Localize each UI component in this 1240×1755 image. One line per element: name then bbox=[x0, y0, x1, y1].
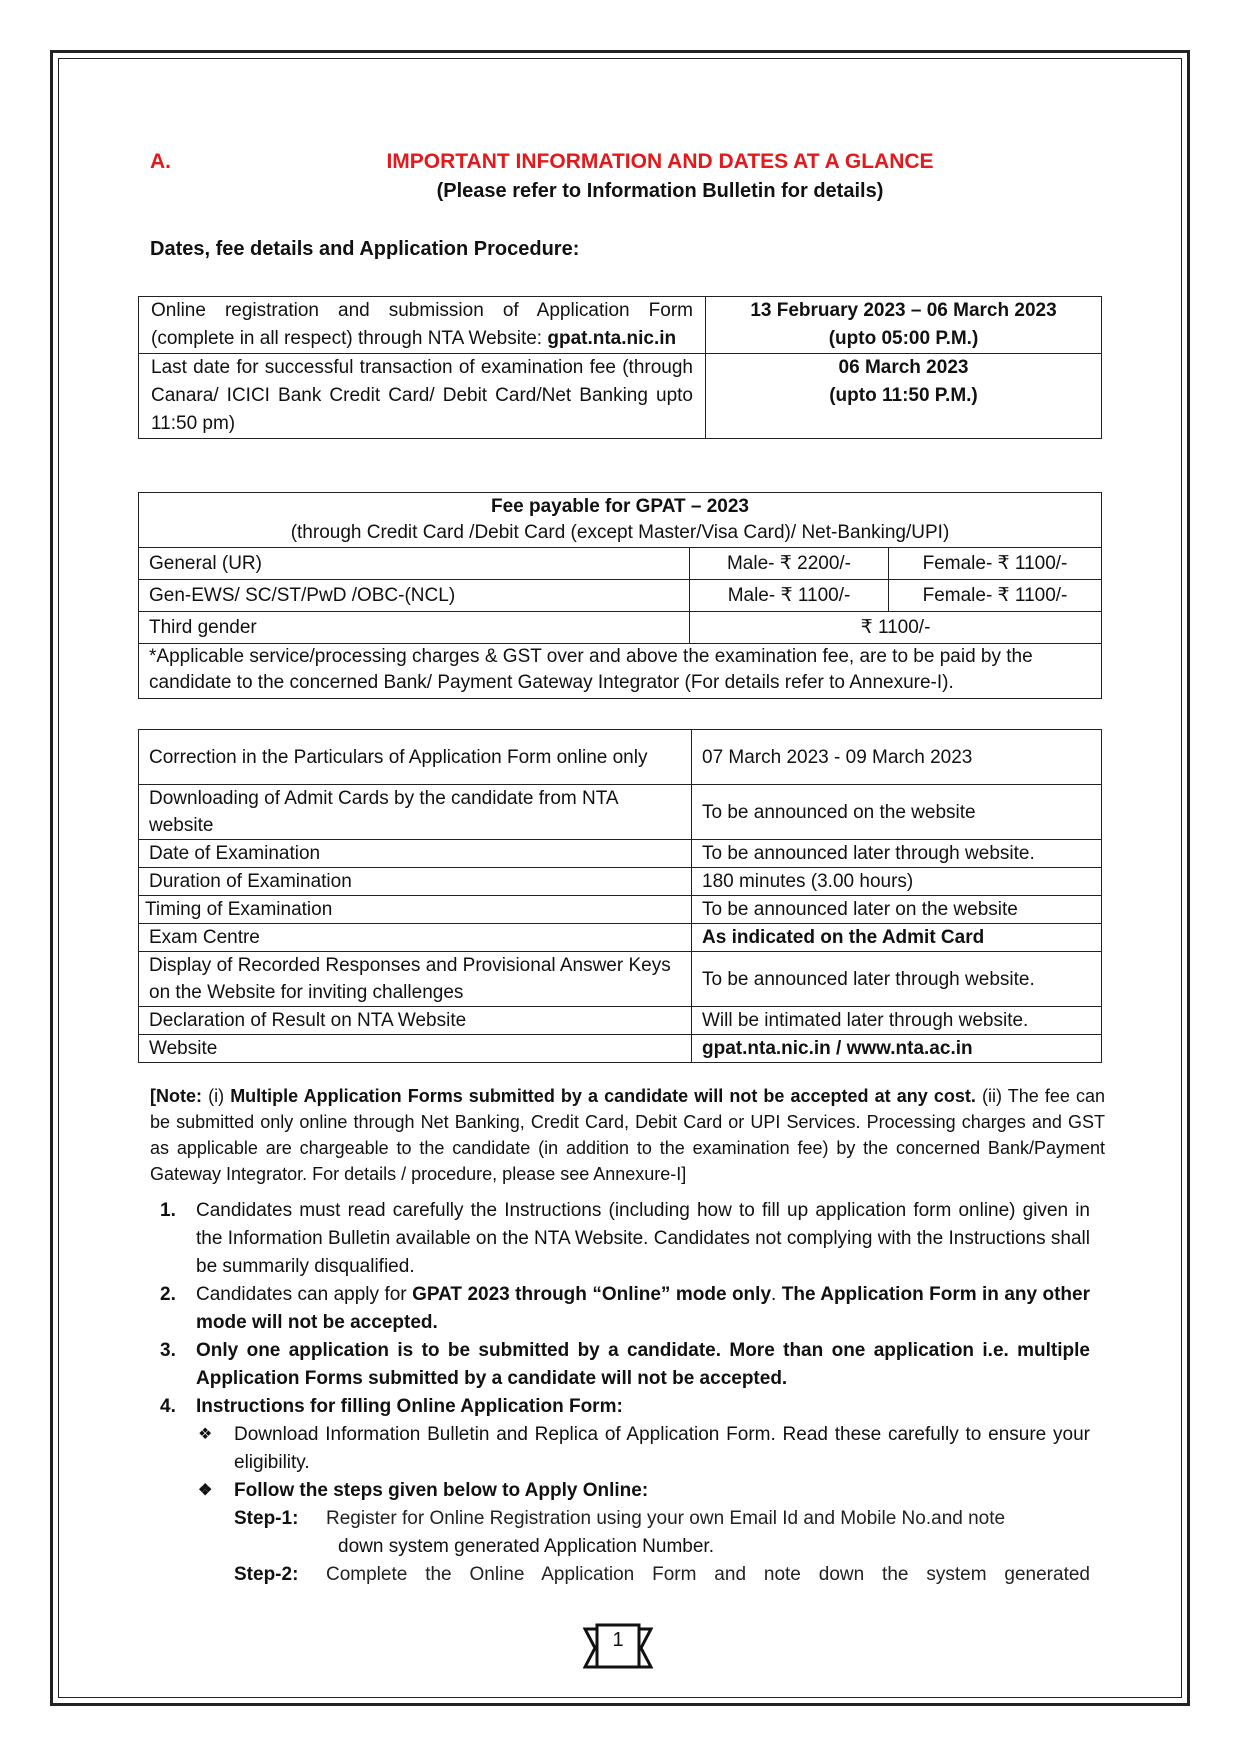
step-item: Step-1: Register for Online Registration using your own Email Id and Mobile No.and note down system generated Application Number. bbox=[234, 1508, 1006, 1557]
table-row bbox=[139, 868, 1102, 896]
fee-male: Male- ₹ 1100/- bbox=[690, 580, 889, 612]
fee-footnote: *Applicable service/processing charges & GST over and above the examination fee, are to be paid by the candidate to the concerned Bank/ Payment Gateway Integrator (For details refer to Annexure-I). bbox=[139, 644, 1102, 699]
schedule-item: Display of Recorded Responses and Provisional Answer Keys on the Website for inviting challenges bbox=[139, 952, 692, 1007]
schedule-item: Duration of Examination bbox=[139, 868, 692, 896]
table-row bbox=[139, 493, 1102, 548]
schedule-item: Timing of Examination bbox=[139, 896, 692, 924]
instructions-list bbox=[160, 1197, 1090, 1589]
table-row bbox=[139, 952, 1102, 1007]
diamond-bullet-icon: ❖ bbox=[198, 1482, 213, 1499]
list-item: 3. Only one application is to be submitted by a candidate. More than one application i.e. multiple Application Forms submitted by a candidate will not be accepted. bbox=[160, 1340, 1090, 1389]
fee-female: Female- ₹ 1100/- bbox=[889, 580, 1102, 612]
registration-cell: Online registration and submission of Application Form (complete in all respect) through NTA Website: gpat.nta.nic.in bbox=[139, 297, 706, 354]
fee-table-header: Fee payable for GPAT – 2023 (through Credit Card /Debit Card (except Master/Visa Card)/ Net-Banking/UPI) bbox=[139, 493, 1102, 548]
fee-category: Third gender bbox=[139, 612, 690, 644]
schedule-item: Date of Examination bbox=[139, 840, 692, 868]
list-item: 1. Candidates must read carefully the Instructions (including how to fill up application form online) given in the Information Bulletin available on the NTA Website. Candidates not complying with the Instructions shall be summarily disqualified. bbox=[160, 1200, 1090, 1277]
schedule-value: 180 minutes (3.00 hours) bbox=[692, 868, 1102, 896]
dates-table bbox=[138, 296, 1102, 439]
page-number: 1 bbox=[612, 1629, 624, 1651]
schedule-value: To be announced later through website. bbox=[692, 840, 1102, 868]
fee-category: General (UR) bbox=[139, 548, 690, 580]
fee-transaction-cell: Last date for successful transaction of examination fee (through Canara/ ICICI Bank Credit Card/ Debit Card/Net Banking upto 11:50 pm) bbox=[139, 354, 706, 439]
list-item: ❖ Download Information Bulletin and Replica of Application Form. Read these carefully to ensure your eligibility. bbox=[160, 1421, 1090, 1477]
list-item: ❖ Follow the steps given below to Apply Online: bbox=[160, 1477, 1090, 1505]
fee-note: [Note: (i) Multiple Application Forms submitted by a candidate will not be accepted at any cost. (ii) The fee can be submitted only online through Net Banking, Credit Card, Debit Card or UPI Services. Processing charges and GST as applicable are chargeable to the candidate (in addition to the examination fee) by the concerned Bank/Payment Gateway Integrator. For details / procedure, please see Annexure-I] bbox=[150, 1086, 1105, 1184]
table-row bbox=[139, 924, 1102, 952]
section-subtitle: (Please refer to Information Bulletin for details) bbox=[436, 180, 884, 202]
schedule-item: Downloading of Admit Cards by the candidate from NTA website bbox=[139, 785, 692, 840]
fee-table bbox=[138, 492, 1102, 699]
table-row bbox=[139, 612, 1102, 644]
schedule-value: 07 March 2023 - 09 March 2023 bbox=[692, 730, 1102, 785]
dates-heading: Dates, fee details and Application Procedure: bbox=[150, 238, 580, 260]
fee-category: Gen-EWS/ SC/ST/PwD /OBC-(NCL) bbox=[139, 580, 690, 612]
table-row bbox=[139, 644, 1102, 699]
table-row bbox=[139, 840, 1102, 868]
fee-male: Male- ₹ 2200/- bbox=[690, 548, 889, 580]
schedule-item: Exam Centre bbox=[139, 924, 692, 952]
section-title: IMPORTANT INFORMATION AND DATES AT A GLANCE bbox=[386, 150, 934, 173]
page-number-badge bbox=[583, 1623, 653, 1673]
schedule-value: To be announced later through website. bbox=[692, 952, 1102, 1007]
table-row bbox=[139, 354, 1102, 439]
table-row bbox=[139, 1007, 1102, 1035]
list-item: 4. Instructions for filling Online Application Form: bbox=[160, 1396, 623, 1417]
registration-website: gpat.nta.nic.in bbox=[547, 328, 677, 349]
schedule-value: gpat.nta.nic.in / www.nta.ac.in bbox=[692, 1035, 1102, 1063]
table-row bbox=[139, 1035, 1102, 1063]
schedule-item: Website bbox=[139, 1035, 692, 1063]
fee-third-gender: ₹ 1100/- bbox=[690, 612, 1102, 644]
fee-female: Female- ₹ 1100/- bbox=[889, 548, 1102, 580]
schedule-item: Declaration of Result on NTA Website bbox=[139, 1007, 692, 1035]
diamond-bullet-icon: ❖ bbox=[198, 1426, 213, 1443]
table-row bbox=[139, 730, 1102, 785]
table-row bbox=[139, 548, 1102, 580]
table-row bbox=[139, 297, 1102, 354]
table-row bbox=[139, 896, 1102, 924]
registration-dates: 13 February 2023 – 06 March 2023 (upto 05:00 P.M.) bbox=[706, 297, 1102, 354]
schedule-value: To be announced on the website bbox=[692, 785, 1102, 840]
table-row bbox=[139, 580, 1102, 612]
section-heading bbox=[150, 150, 1090, 180]
schedule-value: As indicated on the Admit Card bbox=[692, 924, 1102, 952]
section-letter: A. bbox=[150, 150, 171, 173]
step-item: Step-2: Complete the Online Application Form and note down the system generated bbox=[234, 1564, 1090, 1585]
schedule-table bbox=[138, 729, 1102, 1063]
fee-transaction-date: 06 March 2023 (upto 11:50 P.M.) bbox=[706, 354, 1102, 439]
schedule-value: Will be intimated later through website. bbox=[692, 1007, 1102, 1035]
schedule-value: To be announced later on the website bbox=[692, 896, 1102, 924]
schedule-item: Correction in the Particulars of Application Form online only bbox=[139, 730, 692, 785]
table-row bbox=[139, 785, 1102, 840]
list-item: 2. Candidates can apply for GPAT 2023 through “Online” mode only. The Application Form in any other mode will not be accepted. bbox=[160, 1284, 1091, 1333]
